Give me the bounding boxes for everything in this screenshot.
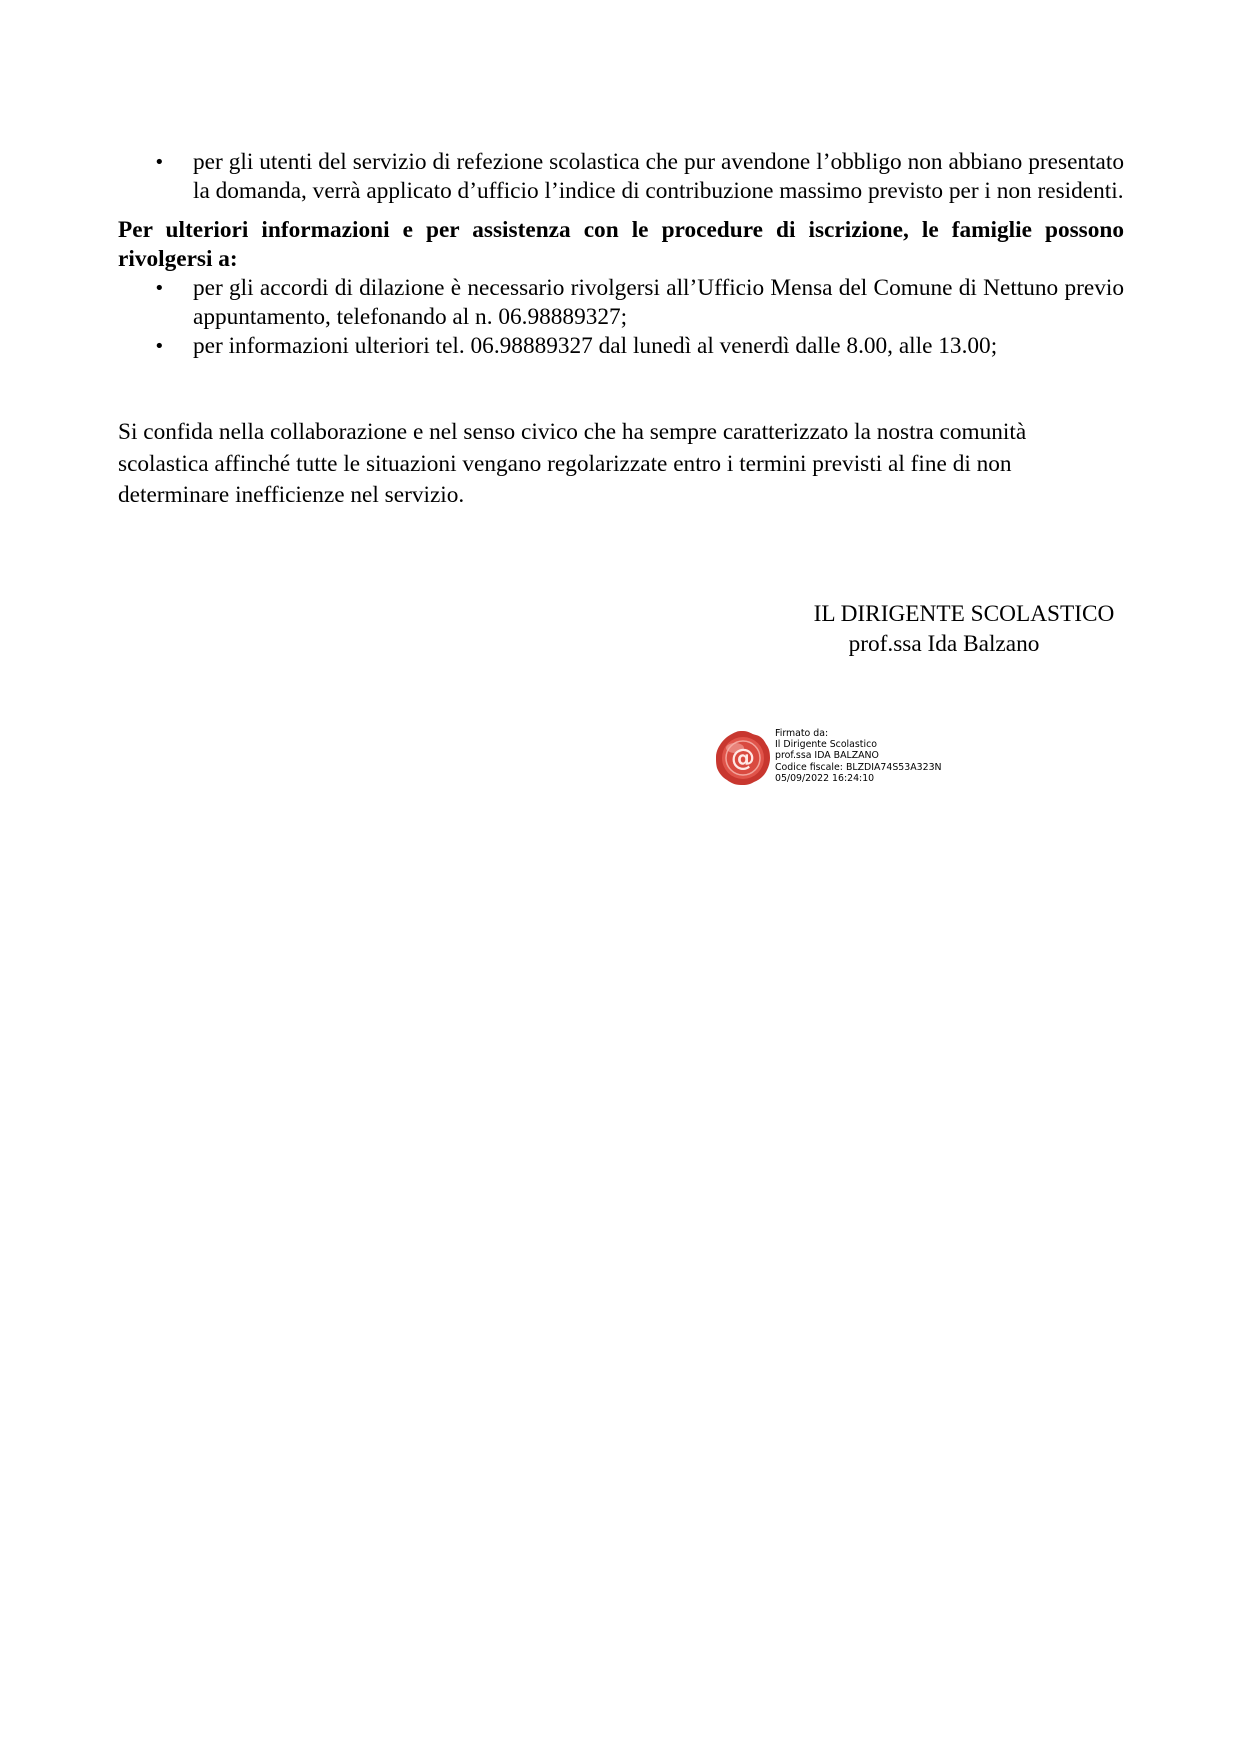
- signature-detail-line: Il Dirigente Scolastico: [775, 739, 877, 751]
- signature-detail-line: Firmato da:: [775, 728, 829, 739]
- wax-seal-at-icon: [713, 728, 773, 788]
- signatory-title: IL DIRIGENTE SCOLASTICO: [813, 601, 1115, 627]
- info-heading: Per ulteriori informazioni e per assistenza con le procedure di iscrizione, le famiglie possono rivolgersi a:: [118, 217, 1124, 272]
- signature-detail-line: Codice fiscale: BLZDIA74S53A323N: [775, 761, 942, 773]
- signatory-name: prof.ssa Ida Balzano: [848, 631, 1040, 657]
- signature-block: [795, 599, 1125, 659]
- refezione-bullet-list: [118, 148, 1124, 206]
- svg-text:@: @: [731, 744, 755, 772]
- closing-line: determinare inefficienze nel servizio.: [118, 482, 465, 508]
- closing-line: scolastica affinché tutte le situazioni vengano regolarizzate entro i termini previsti al fine di non: [118, 450, 1012, 477]
- digital-signature-stamp: [713, 728, 1033, 788]
- signature-detail-line: prof.ssa IDA BALZANO: [775, 750, 879, 762]
- signature-detail-line: 05/09/2022 16:24:10: [775, 772, 875, 784]
- list-item: • per informazioni ulteriori tel. 06.98889327 dal lunedì al venerdì dalle 8.00, alle 13.00;: [118, 332, 1124, 361]
- signature-details: [775, 728, 942, 784]
- info-bullet-list: [118, 274, 1124, 361]
- closing-paragraph: [118, 417, 1124, 512]
- closing-line: Si confida nella collaborazione e nel senso civico che ha sempre caratterizzato la nostra comunità: [118, 419, 1027, 445]
- list-item: • per gli accordi di dilazione è necessario rivolgersi all’Ufficio Mensa del Comune di Nettuno previo appuntamento, telefonando al n. 06.98889327;: [118, 274, 1124, 332]
- document-page: [118, 148, 1124, 512]
- list-item: • per gli utenti del servizio di refezione scolastica che pur avendone l’obbligo non abbiano presentato la domanda, verrà applicato d’ufficio l’indice di contribuzione massimo previsto per i non residenti.: [118, 148, 1124, 206]
